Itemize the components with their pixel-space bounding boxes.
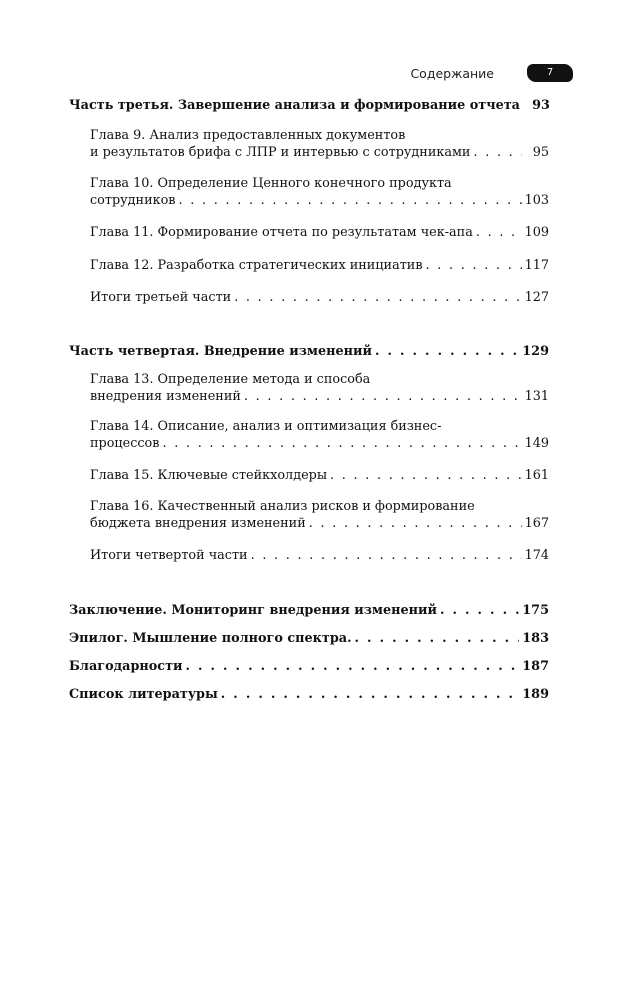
toc-entry-acknowledgements[interactable] <box>69 658 549 675</box>
toc-entry-title-line-1: Глава 14. Описание, анализ и оптимизация бизнес- <box>90 419 442 434</box>
toc-entry-page: 103 <box>524 193 549 208</box>
dot-leader <box>426 257 522 274</box>
toc-entry-title: Часть третья. Завершение анализа и формирование отчета <box>69 98 520 113</box>
toc-entry-page: 95 <box>532 145 549 160</box>
toc-entry-title: Заключение. Мониторинг внедрения изменений <box>69 603 438 618</box>
toc-entry-chapter-11[interactable] <box>90 224 549 241</box>
dot-leader <box>251 547 522 564</box>
toc-entry-title-line-2: внедрения изменений <box>90 389 241 404</box>
toc-entry-summary-part-4[interactable] <box>90 547 549 564</box>
dot-leader <box>473 144 522 161</box>
dot-leader <box>375 343 519 360</box>
toc-entry-page: 161 <box>524 468 549 483</box>
dot-leader <box>221 686 519 703</box>
toc-entry-title: Часть четвертая. Внедрение изменений <box>69 344 373 359</box>
toc-entry-page: 129 <box>522 344 549 359</box>
dot-leader <box>234 289 521 306</box>
dot-leader <box>244 388 522 405</box>
dot-leader <box>179 192 522 209</box>
toc-entry-chapter-10[interactable] <box>90 175 549 209</box>
toc-entry-page: 189 <box>522 687 549 702</box>
toc-entry-title: Итоги четвертой части <box>90 548 248 563</box>
toc-entry-page: 187 <box>522 659 549 674</box>
toc-entry-page: 149 <box>524 436 549 451</box>
running-header-title: Содержание <box>410 66 494 81</box>
page-number-badge: 7 <box>527 64 573 82</box>
toc-entry-chapter-16[interactable] <box>90 498 549 532</box>
toc-entry-title-line-1: Глава 9. Анализ предоставленных документов <box>90 128 406 143</box>
toc-entry-title: Глава 11. Формирование отчета по результатам чек-апа <box>90 225 473 240</box>
toc-entry-conclusion[interactable] <box>69 602 549 619</box>
toc-entry-title-line-2: процессов <box>90 436 160 451</box>
toc-entry-title: Эпилог. Мышление полного спектра. <box>69 631 352 646</box>
toc-entry-page: 127 <box>524 290 549 305</box>
toc-entry-title-line-1: Глава 16. Качественный анализ рисков и формирование <box>90 499 475 514</box>
toc-entry-chapter-14[interactable] <box>90 418 549 452</box>
toc-entry-page: 175 <box>522 603 549 618</box>
toc-entry-page: 117 <box>524 258 549 273</box>
toc-entry-chapter-9[interactable] <box>90 127 549 161</box>
dot-leader <box>162 435 521 452</box>
toc-entry-title-line-1: Глава 13. Определение метода и способа <box>90 372 371 387</box>
toc-entry-title-line-2: бюджета внедрения изменений <box>90 516 306 531</box>
toc-entry-page: 174 <box>524 548 549 563</box>
toc-entry-chapter-12[interactable] <box>90 257 549 274</box>
toc-entry-summary-part-3[interactable] <box>90 289 549 306</box>
toc-entry-page: 109 <box>524 225 549 240</box>
dot-leader <box>355 630 520 647</box>
toc-entry-part-3[interactable] <box>69 97 549 114</box>
toc-entry-page: 131 <box>524 389 549 404</box>
toc-entry-title-line-1: Глава 10. Определение Ценного конечного продукта <box>90 176 452 191</box>
toc-entry-page: 93 <box>532 98 550 113</box>
dot-leader <box>476 224 522 241</box>
toc-entry-title-line-2: сотрудников <box>90 193 176 208</box>
toc-entry-title: Итоги третьей части <box>90 290 232 305</box>
dot-leader <box>440 602 519 619</box>
toc-entry-title: Список литературы <box>69 687 218 702</box>
toc-entry-part-4[interactable] <box>69 343 549 360</box>
dot-leader <box>186 658 520 675</box>
toc-entry-title: Глава 12. Разработка стратегических инициатив <box>90 258 423 273</box>
toc-entry-chapter-13[interactable] <box>90 371 549 405</box>
toc-entry-title-line-2: и результатов брифа с ЛПР и интервью с сотрудниками <box>90 145 471 160</box>
toc-entry-page: 183 <box>522 631 549 646</box>
toc-entry-epilogue[interactable] <box>69 630 549 647</box>
toc-entry-chapter-15[interactable] <box>90 467 549 484</box>
toc-entry-bibliography[interactable] <box>69 686 549 703</box>
dot-leader <box>309 515 522 532</box>
toc-entry-title: Благодарности <box>69 659 183 674</box>
toc-entry-page: 167 <box>524 516 549 531</box>
dot-leader <box>330 467 522 484</box>
toc-entry-title: Глава 15. Ключевые стейкхолдеры <box>90 468 328 483</box>
